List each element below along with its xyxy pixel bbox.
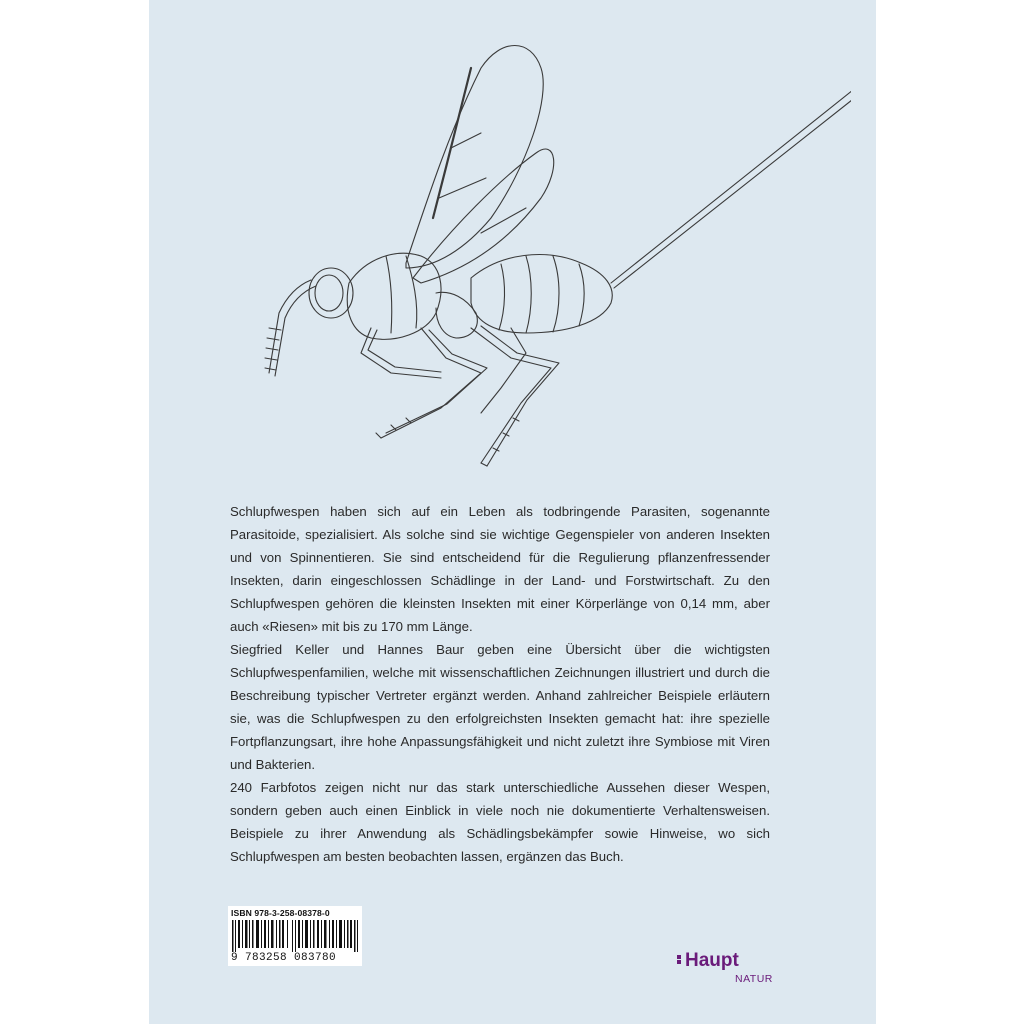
description-paragraph-3: 240 Farbfotos zeigen nicht nur das stark unterschiedliche Aussehen dieser Wespen, sondern geben auch einen Einblick in viele noch nie dokumentierte Verhaltensweisen. Beispiele zu ihrer Anwendung als Schädlingsbekämpfer sowie Hinweise, wo sich Schlupfwespen am besten beobachten lassen, ergänzen das Buch. — [230, 780, 770, 864]
back-cover — [149, 0, 876, 1024]
publisher-imprint: NATUR — [735, 973, 773, 985]
wasp-illustration — [181, 28, 851, 483]
description-paragraph-2: Siegfried Keller und Hannes Baur geben eine Übersicht über die wichtigsten Schlupfwespenfamilien, welche mit wissenschaftlichen Zeichnungen illustriert und durch die Beschreibung typischer Vertreter ergänzt werden. Anhand zahlreicher Beispiele erläutern sie, was die Schlupfwespen zu den erfolgreichsten Insekten gemacht hat: ihre spezielle Fortpflanzungsart, ihre hohe Anpassungsfähigkeit und nicht zuletzt ihre Symbiose mit Viren und Bakterien. — [230, 642, 770, 772]
publisher-name: Haupt — [685, 950, 739, 971]
description-text — [230, 500, 770, 868]
barcode-bars — [232, 920, 358, 952]
publisher-logo — [677, 950, 787, 990]
barcode-digits: 9 783258 083780 — [231, 952, 337, 964]
description-paragraph-1: Schlupfwespen haben sich auf ein Leben als todbringende Parasiten, sogenannte Parasitoide, spezialisiert. Als solche sind sie wichtige Gegenspieler von anderen Insekten und von Spinnentieren. Sie sind entscheidend für die Regulierung pflanzenfressender Insekten, darin eingeschlossen Schädlinge in der Land- und Forstwirtschaft. Zu den Schlupfwespen gehören die kleinsten Insekten mit einer Körperlänge von 0,14 mm, aber auch «Riesen» mit bis zu 170 mm Länge. — [230, 504, 770, 634]
logo-mark-icon — [677, 955, 681, 969]
isbn-label: ISBN 978-3-258-08378-0 — [231, 908, 330, 918]
isbn-barcode — [228, 906, 362, 966]
